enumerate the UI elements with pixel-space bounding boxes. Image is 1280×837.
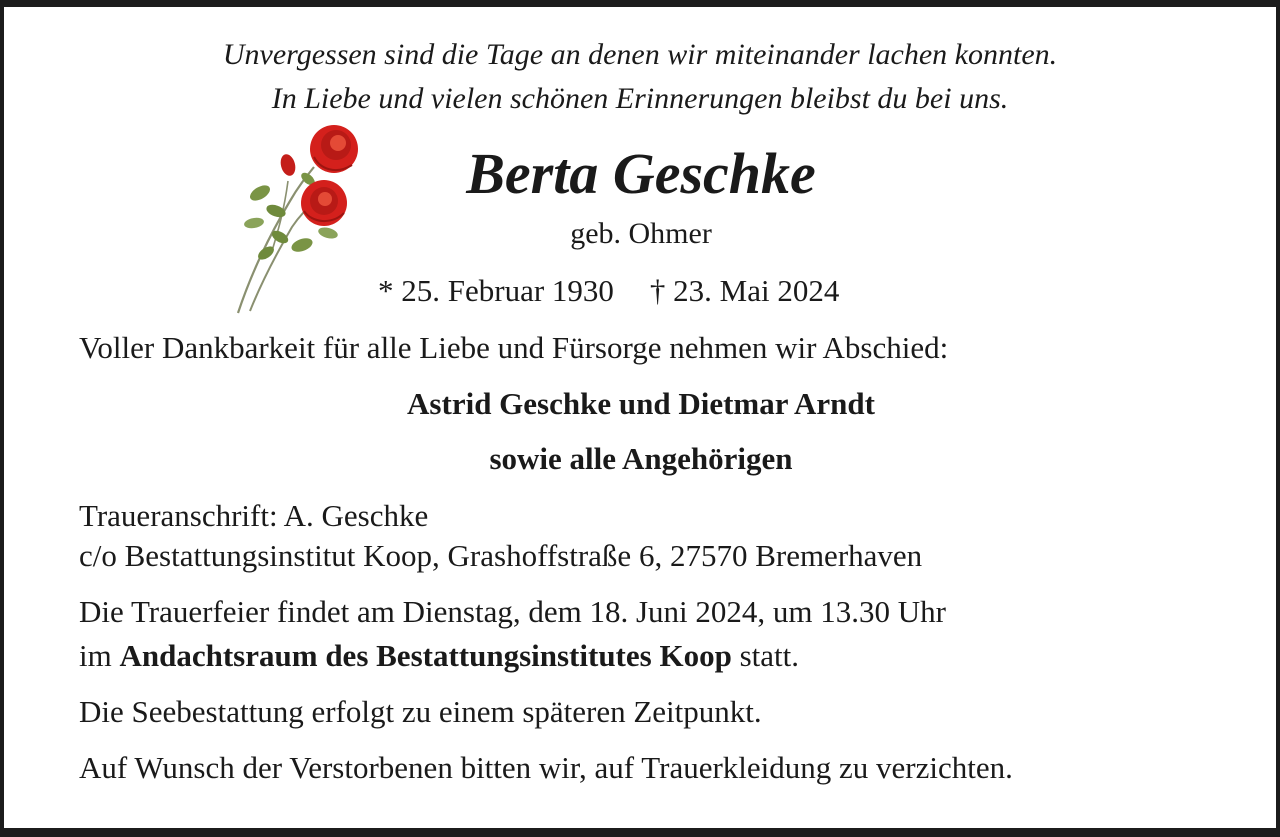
born-name: geb. Ohmer [570,217,712,250]
mourners-line-2: sowie alle Angehörigen [489,441,793,476]
life-dates [378,270,839,312]
motto-line-2: In Liebe und vielen schönen Erinnerungen bleibst du bei uns. [271,82,1009,115]
ceremony-suffix: statt. [731,638,799,673]
sea-burial-text: Die Seebestattung erfolgt zu einem späteren Zeitpunkt. [79,694,762,729]
mourners-line-1: Astrid Geschke und Dietmar Arndt [407,386,875,421]
ceremony-prefix: im [79,638,120,673]
address-line-2: c/o Bestattungsinstitut Koop, Grashoffstraße 6, 27570 Bremerhaven [79,538,923,573]
death-date: † 23. Mai 2024 [649,273,840,308]
deceased-name: Berta Geschke [466,141,816,206]
address-line-1: Traueranschrift: A. Geschke [79,498,429,533]
ceremony-line-2 [79,634,799,678]
ceremony-line-1: Die Trauerfeier findet am Dienstag, dem 18. Juni 2024, um 13.30 Uhr [79,594,946,629]
motto-line-1: Unvergessen sind die Tage an denen wir miteinander lachen konnten. [222,38,1058,71]
ceremony-venue: Andachtsraum des Bestattungsinstitutes Koop [119,638,732,673]
farewell-text: Voller Dankbarkeit für alle Liebe und Fürsorge nehmen wir Abschied: [79,330,949,365]
birth-date: * 25. Februar 1930 [378,273,614,308]
request-text: Auf Wunsch der Verstorbenen bitten wir, auf Trauerkleidung zu verzichten. [79,750,1013,785]
